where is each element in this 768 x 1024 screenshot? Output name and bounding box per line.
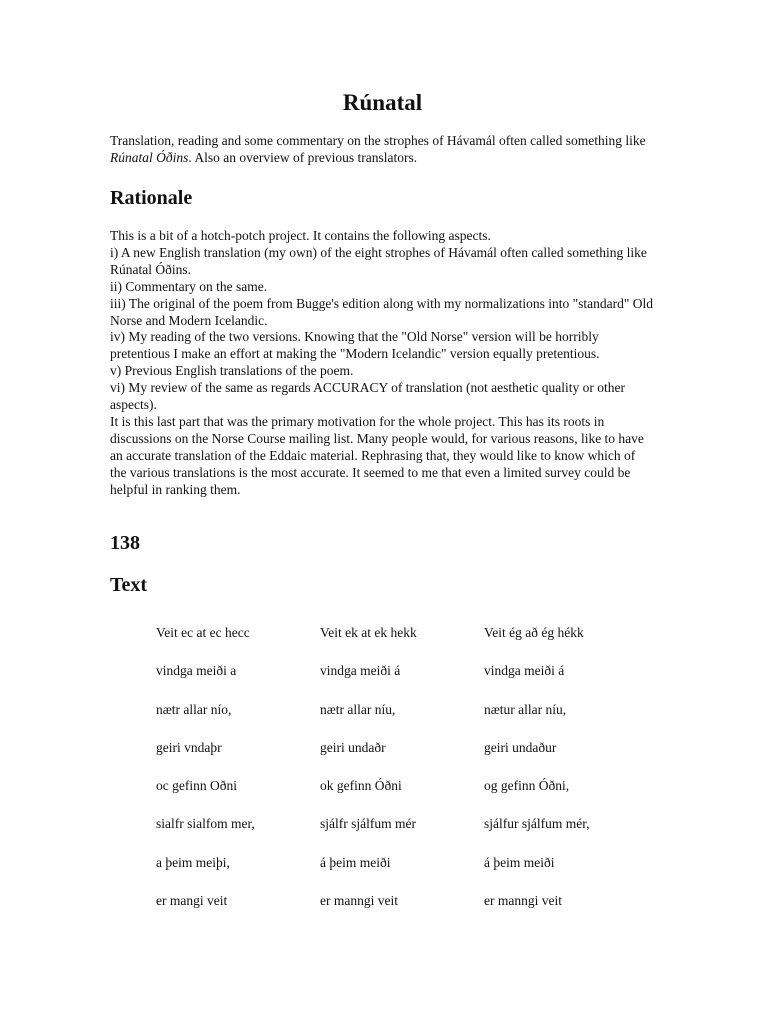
rationale-line: iii) The original of the poem from Bugge's edition along with my normalizations into "standard" Old Norse and Modern Icelandic.: [110, 295, 653, 328]
verse-original: sialfr sialfom mer,: [156, 816, 255, 832]
verse-original: a þeim meiþi,: [156, 854, 230, 870]
intro-text-start: Translation, reading and some commentary on the strophes of Hávamál often called something like: [110, 133, 646, 148]
verse-original: oc gefinn Oðni: [156, 778, 237, 794]
verse-row: [156, 882, 656, 920]
rationale-line: It is this last part that was the primary motivation for the whole project. This has its roots in discussions on the Norse Course mailing list. Many people would, for various reasons, like to have an accurate translation of the Eddaic material. Rephrasing that, they would like to know which of the various translations is the most accurate. It seemed to me that even a limited survey could be helpful in ranking them.: [110, 413, 644, 497]
verse-modern-icelandic: er manngi veit: [484, 893, 562, 909]
verse-old-norse: vindga meiði á: [320, 663, 401, 679]
verse-modern-icelandic: vindga meiði á: [484, 663, 565, 679]
verse-row: [156, 805, 656, 843]
verse-original: Veit ec at ec hecc: [156, 625, 250, 640]
rationale-line: ii) Commentary on the same.: [110, 278, 268, 294]
verse-table: [156, 614, 656, 920]
verse-old-norse: Veit ek at ek hekk: [320, 625, 417, 640]
verse-modern-icelandic: sjálfur sjálfum mér,: [484, 816, 590, 832]
rationale-line: iv) My reading of the two versions. Knowing that the "Old Norse" version will be horribly pretentious I make an effort at making the "Modern Icelandic" version equally pretentious.: [110, 329, 600, 362]
verse-row: [156, 614, 656, 652]
verse-row: [156, 767, 656, 805]
rationale-line: This is a bit of a hotch-potch project. It contains the following aspects.: [110, 228, 491, 243]
page-title: Rúnatal: [342, 90, 423, 115]
verse-old-norse: nætr allar níu,: [320, 701, 396, 717]
verse-modern-icelandic: geiri undaður: [484, 739, 557, 755]
verse-row: [156, 844, 656, 882]
verse-modern-icelandic: á þeim meiði: [484, 854, 555, 870]
verse-old-norse: er manngi veit: [320, 893, 398, 909]
verse-modern-icelandic: Veit ég að ég hékk: [484, 625, 584, 640]
verse-old-norse: sjálfr sjálfum mér: [320, 816, 416, 832]
verse-original: er mangi veit: [156, 893, 228, 909]
rationale-body: [110, 228, 655, 499]
verse-modern-icelandic: og gefinn Óðni,: [484, 778, 570, 794]
rationale-heading: Rationale: [110, 187, 193, 209]
rationale-line: vi) My review of the same as regards ACCURACY of translation (not aesthetic quality or other aspects).: [110, 380, 626, 413]
verse-original: vindga meiði a: [156, 663, 237, 679]
verse-row: [156, 691, 656, 729]
text-heading: Text: [110, 574, 148, 596]
verse-original: geiri vndaþr: [156, 739, 222, 755]
rationale-line: v) Previous English translations of the poem.: [110, 363, 354, 379]
verse-original: nætr allar nío,: [156, 701, 232, 717]
verse-old-norse: ok gefinn Óðni: [320, 778, 402, 794]
verse-row: [156, 729, 656, 767]
section-number-heading: 138: [110, 532, 140, 554]
intro-text-end: . Also an overview of previous translators.: [188, 149, 418, 165]
intro-paragraph: [110, 133, 655, 166]
verse-old-norse: á þeim meiði: [320, 854, 391, 870]
verse-modern-icelandic: nætur allar níu,: [484, 701, 567, 717]
verse-row: [156, 652, 656, 690]
intro-italic-title: Rúnatal Óðins: [110, 149, 189, 165]
verse-old-norse: geiri undaðr: [320, 739, 386, 755]
rationale-line: i) A new English translation (my own) of the eight strophes of Hávamál often called something like Rúnatal Óðins.: [110, 244, 647, 277]
